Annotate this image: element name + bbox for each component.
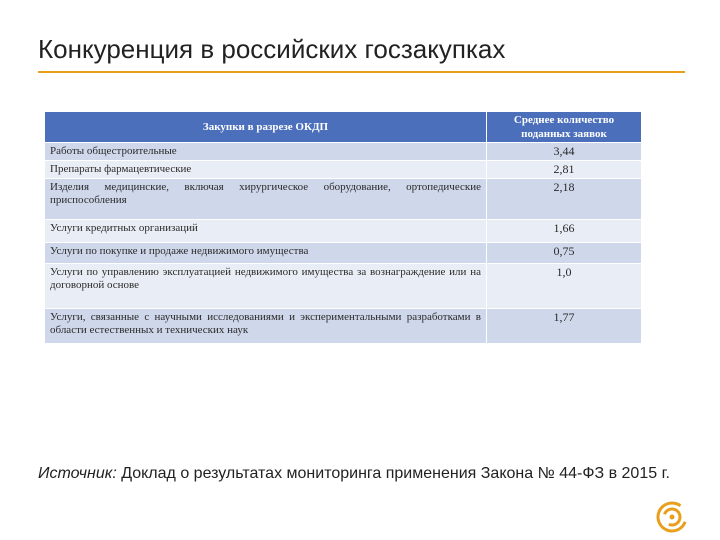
table-row (45, 220, 642, 243)
table-row (45, 143, 642, 161)
row-category: Услуги по покупке и продаже недвижимого имущества (45, 243, 487, 264)
logo-icon (655, 500, 689, 534)
table-row (45, 179, 642, 220)
row-value: 0,75 (487, 243, 642, 264)
source-note (38, 463, 678, 484)
table-header-row (45, 112, 642, 143)
row-category: Услуги, связанные с научными исследованиями и экспериментальными разработками в области естественных и технических наук (45, 309, 487, 344)
row-value: 3,44 (487, 143, 642, 161)
row-category: Препараты фармацевтические (45, 161, 487, 179)
source-text: Доклад о результатах мониторинга применения Закона № 44-ФЗ в 2015 г. (116, 465, 670, 482)
table-row (45, 264, 642, 309)
row-value: 1,0 (487, 264, 642, 309)
row-value: 1,66 (487, 220, 642, 243)
row-value: 1,77 (487, 309, 642, 344)
column-header-avg-bids: Среднее количество поданных заявок (487, 112, 642, 143)
table-row (45, 309, 642, 344)
row-category: Услуги по управлению эксплуатацией недвижимого имущества за вознаграждение или на договорной основе (45, 264, 487, 309)
page-title: Конкуренция в российских госзакупках (38, 34, 506, 64)
source-label: Источник: (38, 465, 117, 482)
row-category: Изделия медицинские, включая хирургическое оборудование, ортопедические приспособления (45, 179, 487, 220)
row-category: Услуги кредитных организаций (45, 220, 487, 243)
okdp-table (44, 111, 642, 344)
table-row (45, 161, 642, 179)
row-category: Работы общестроительные (45, 143, 487, 161)
column-header-category: Закупки в разрезе ОКДП (45, 112, 487, 143)
title-divider (38, 71, 685, 73)
table-row (45, 243, 642, 264)
row-value: 2,18 (487, 179, 642, 220)
row-value: 2,81 (487, 161, 642, 179)
